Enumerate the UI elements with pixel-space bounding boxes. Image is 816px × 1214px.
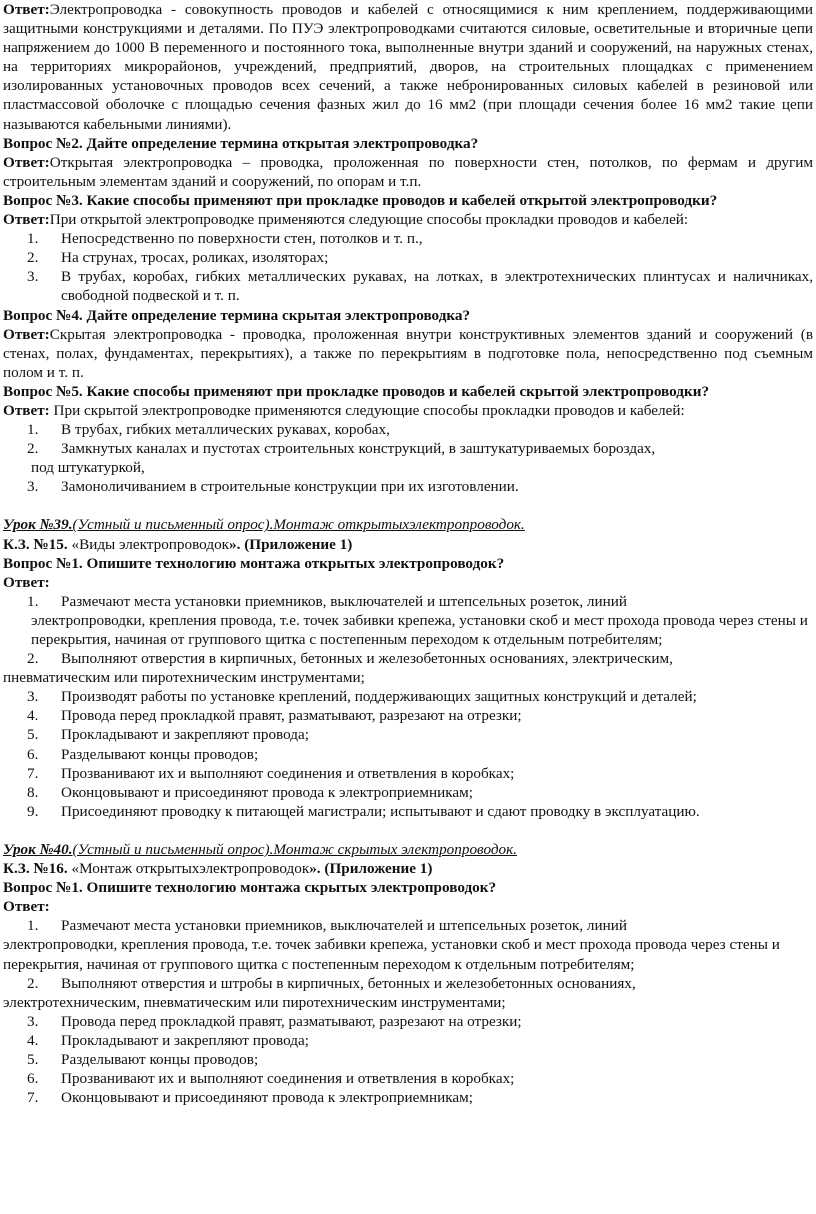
answer-4-text: Скрытая электропроводка - проводка, проложенная внутри конструктивных элементов зданий и сооружений (в стенах, полах, фундаментах, перекрытиях), а также по перекрытиям в подготовке пола, непосредственно под съемным полом и т. п. — [3, 325, 813, 381]
kz-15 — [3, 535, 813, 554]
list-item — [3, 764, 813, 783]
lesson-title: (Устный и письменный опрос).Монтаж скрытых электропроводок. — [72, 840, 518, 858]
list-text: В трубах, гибких металлических рукавах, коробах, — [61, 421, 390, 439]
kz-title: «Монтаж открытыхэлектропроводок — [67, 860, 310, 878]
list-number: 6. — [27, 1070, 39, 1088]
kz-title: «Виды электропроводок — [67, 535, 230, 553]
list-number: 6. — [27, 745, 39, 763]
list-continuation: электротехническим, пневматическим или пиротехническим инструментами; — [3, 993, 506, 1011]
answer-3-text: При открытой электропроводке применяются следующие способы прокладки проводов и кабелей: — [49, 211, 689, 229]
list-number: 2. — [27, 249, 39, 267]
list-item — [3, 725, 813, 744]
list-text: Разделывают концы проводов; — [61, 745, 259, 763]
list-item — [3, 1031, 813, 1050]
list-item — [3, 1012, 813, 1031]
list-number: 2. — [27, 440, 39, 458]
list-continuation: под штукатуркой, — [31, 459, 145, 477]
kz-number: К.З. №16. — [3, 860, 68, 878]
list-text: На струнах, тросах, роликах, изоляторах; — [61, 249, 329, 267]
answer-1-text: Электропроводка - совокупность проводов и кабелей с относящимися к ним креплением, поддерживающими защитными конструкциями и деталями. По ПУЭ электропроводками считаются силовые, осветительные и вторичные цепи напряжением до 1000 В переменного и постоянного тока, выполненные внутри зданий и сооружений, на наружных стенах, на территориях микрорайонов, учреждений, предприятий, дворов, на строительных площадках с применением изолированных установочных проводов всех сечений, а также небронированных силовых кабелей в резиновой или пластмассовой оболочке с площадью сечения фазных жил до 16 мм2 (при площади сечения более 16 мм2 такие цепи называются кабельными линиями). — [3, 1, 813, 133]
list-item — [3, 477, 813, 496]
list-text: Размечают места установки приемников, выключателей и штепсельных розеток, линий — [61, 917, 627, 935]
list-number: 3. — [27, 268, 39, 286]
list-text: Выполняют отверстия и штробы в кирпичных, бетонных и железобетонных основаниях, — [61, 974, 636, 992]
list-item — [3, 1069, 813, 1088]
answer-5 — [3, 401, 813, 420]
list-item — [3, 974, 813, 993]
list-number: 1. — [27, 230, 39, 248]
list-text: Размечают места установки приемников, выключателей и штепсельных розеток, линий — [61, 592, 627, 610]
list-number: 4. — [27, 1031, 39, 1049]
list-text: Прокладывают и закрепляют провода; — [61, 1031, 309, 1049]
list-text: Замоноличиванием в строительные конструкции при их изготовлении. — [61, 478, 519, 496]
answer-5-list — [3, 420, 813, 496]
list-item — [3, 745, 813, 764]
list-number: 1. — [27, 592, 39, 610]
list-number: 5. — [27, 1050, 39, 1068]
document-page — [3, 0, 813, 1107]
list-number: 2. — [27, 650, 39, 668]
answer-label: Ответ: — [3, 211, 50, 229]
lesson-40-heading — [3, 840, 813, 859]
list-number: 1. — [27, 917, 39, 935]
list-text: Непосредственно по поверхности стен, потолков и т. п., — [61, 230, 423, 248]
answer-3 — [3, 210, 813, 229]
list-text: Прокладывают и закрепляют провода; — [61, 726, 309, 744]
lesson-number: Урок №39. — [3, 516, 73, 534]
list-text: Прозванивают их и выполняют соединения и ответвления в коробках; — [61, 764, 515, 782]
list-number: 7. — [27, 1089, 39, 1107]
question-2: Вопрос №2. Дайте определение термина открытая электропроводка? — [3, 134, 479, 152]
list-item — [3, 649, 813, 668]
lesson-39-heading — [3, 515, 813, 534]
list-item — [3, 229, 813, 248]
question-5: Вопрос №5. Какие способы применяют при прокладке проводов и кабелей скрытой электропроводки? — [3, 382, 710, 400]
list-number: 5. — [27, 726, 39, 744]
answer-label: Ответ: — [3, 401, 50, 419]
list-item — [3, 1050, 813, 1069]
list-item — [3, 802, 813, 821]
answer-2 — [3, 153, 813, 191]
list-item — [3, 248, 813, 267]
list-continuation: электропроводки, крепления провода, т.е. точек забивки крепежа, установки скоб и мест прохода провода через стены и перекрытия, начиная от группового щитка с постепенным переходом к отдельным потребителям; — [31, 611, 808, 648]
list-item — [3, 420, 813, 439]
list-number: 3. — [27, 478, 39, 496]
list-number: 3. — [27, 1012, 39, 1030]
list-item — [3, 687, 813, 706]
lesson-title: (Устный и письменный опрос).Монтаж открытыхэлектропроводок. — [72, 516, 525, 534]
answer-label: Ответ: — [3, 1, 50, 18]
question-4: Вопрос №4. Дайте определение термина скрытая электропроводка? — [3, 306, 471, 324]
lesson-39-question: Вопрос №1. Опишите технологию монтажа открытых электропроводок? — [3, 554, 505, 572]
kz-number: К.З. №15. — [3, 535, 68, 553]
list-text: Замкнутых каналах и пустотах строительных конструкций, в заштукатуриваемых бороздах, — [61, 440, 656, 458]
list-number: 3. — [27, 688, 39, 706]
list-item — [3, 439, 813, 458]
list-number: 8. — [27, 783, 39, 801]
kz-16 — [3, 859, 813, 878]
answer-3-list — [3, 229, 813, 305]
answer-2-text: Открытая электропроводка – проводка, проложенная по поверхности стен, потолков, по фермам и другим строительным элементам зданий и сооружений, по опорам и т.п. — [3, 153, 813, 190]
list-text: Разделывают концы проводов; — [61, 1050, 259, 1068]
list-item — [3, 267, 813, 305]
answer-4 — [3, 325, 813, 382]
list-number: 2. — [27, 974, 39, 992]
list-continuation: электропроводки, крепления провода, т.е. точек забивки крепежа, установки скоб и мест прохода провода через стены и перекрытия, начиная от группового щитка с постепенным переходом к отдельным потребителям; — [3, 936, 780, 973]
list-text: Провода перед прокладкой правят, разматывают, разрезают на отрезки; — [61, 1012, 522, 1030]
lesson-39-list — [3, 592, 813, 821]
answer-label: Ответ: — [3, 153, 50, 171]
answer-label: Ответ: — [3, 573, 50, 591]
kz-appendix: ». (Приложение 1) — [309, 860, 433, 878]
answer-5-text: При скрытой электропроводке применяются следующие способы прокладки проводов и кабелей: — [49, 401, 685, 419]
list-text: Прозванивают их и выполняют соединения и ответвления в коробках; — [61, 1070, 515, 1088]
list-text: Оконцовывают и присоединяют провода к электроприемникам; — [61, 1089, 473, 1107]
list-number: 9. — [27, 802, 39, 820]
list-text: Провода перед прокладкой правят, разматывают, разрезают на отрезки; — [61, 707, 522, 725]
list-item — [3, 783, 813, 802]
list-text: Присоединяют проводку к питающей магистрали; испытывают и сдают проводку в эксплуатацию. — [61, 802, 700, 820]
kz-appendix: ». (Приложение 1) — [229, 535, 353, 553]
spacer — [3, 496, 813, 515]
lesson-number: Урок №40. — [3, 840, 73, 858]
lesson-40-question: Вопрос №1. Опишите технологию монтажа скрытых электропроводок? — [3, 879, 497, 897]
list-text: Производят работы по установке креплений, поддерживающих защитных конструкций и деталей; — [61, 688, 697, 706]
list-item — [3, 1088, 813, 1107]
list-item — [3, 592, 813, 611]
list-number: 1. — [27, 421, 39, 439]
lesson-40-list — [3, 916, 813, 1107]
answer-label: Ответ: — [3, 898, 50, 916]
list-text: Выполняют отверстия в кирпичных, бетонных и железобетонных основаниях, электрическим, — [61, 650, 673, 668]
list-item — [3, 916, 813, 935]
list-text: В трубах, коробах, гибких металлических рукавах, на лотках, в электротехнических плинтусах и наличниках, свободной подвеской и т. п. — [61, 268, 813, 305]
answer-label: Ответ: — [3, 325, 50, 343]
question-3: Вопрос №3. Какие способы применяют при прокладке проводов и кабелей открытой электропроводки? — [3, 191, 718, 209]
answer-1 — [3, 0, 813, 134]
list-continuation: пневматическим или пиротехническим инструментами; — [3, 669, 365, 687]
list-number: 4. — [27, 707, 39, 725]
list-number: 7. — [27, 764, 39, 782]
list-text: Оконцовывают и присоединяют провода к электроприемникам; — [61, 783, 473, 801]
spacer — [3, 821, 813, 840]
list-item — [3, 706, 813, 725]
